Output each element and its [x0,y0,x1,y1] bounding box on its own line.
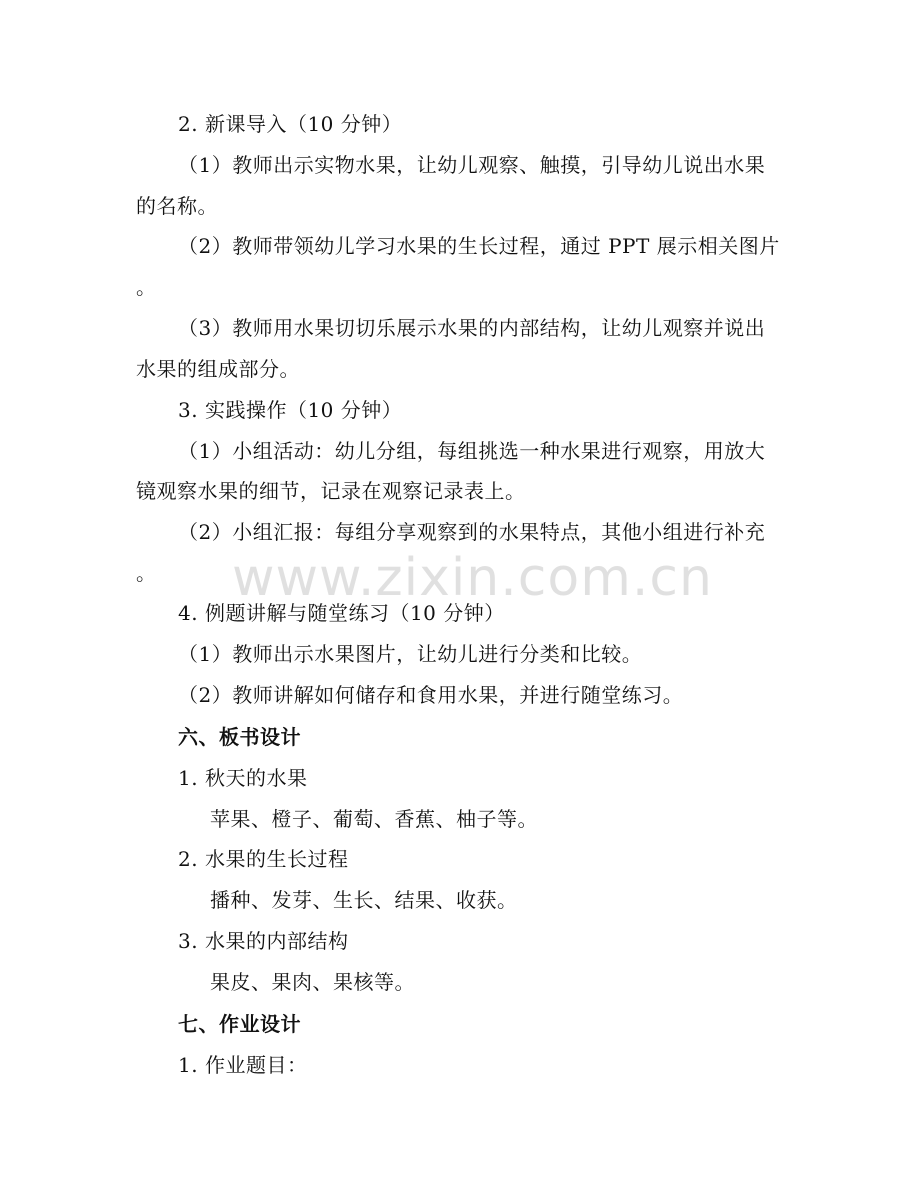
board-item-detail: 播种、发芽、生长、结果、收获。 [210,888,518,912]
section-heading-new-lesson: 2. 新课导入（10 分钟） [178,112,403,136]
board-item-title: 2. 水果的生长过程 [178,847,349,871]
paragraph-line: 的名称。 [136,194,218,218]
homework-item-title: 1. 作业题目： [178,1053,308,1077]
board-item-detail: 果皮、果肉、果核等。 [210,970,415,994]
section-heading-examples: 4. 例题讲解与随堂练习（10 分钟） [178,601,505,625]
paragraph-line: 水果的组成部分。 [136,357,300,381]
heading-board-design: 六、板书设计 [178,725,301,749]
section-heading-practice: 3. 实践操作（10 分钟） [178,398,403,422]
paragraph-line: （1）教师出示实物水果，让幼儿观察、触摸，引导幼儿说出水果 [178,153,766,177]
paragraph-line: （1）教师出示水果图片，让幼儿进行分类和比较。 [178,642,643,666]
paragraph-line: （2）教师带领幼儿学习水果的生长过程，通过 PPT 展示相关图片 [178,234,780,258]
paragraph-line: （1）小组活动：幼儿分组，每组挑选一种水果进行观察，用放大 [178,439,766,463]
board-item-detail: 苹果、橙子、葡萄、香蕉、柚子等。 [210,807,538,831]
board-item-title: 1. 秋天的水果 [178,766,308,790]
paragraph-line: （3）教师用水果切切乐展示水果的内部结构，让幼儿观察并说出 [178,316,766,340]
board-item-title: 3. 水果的内部结构 [178,929,349,953]
paragraph-line: 镜观察水果的细节，记录在观察记录表上。 [136,479,526,503]
paragraph-line: 。 [136,275,157,299]
paragraph-line: （2）小组汇报：每组分享观察到的水果特点，其他小组进行补充 [178,520,766,544]
paragraph-line: （2）教师讲解如何储存和食用水果，并进行随堂练习。 [178,683,684,707]
watermark-text: www.zixin.com.cn [232,548,713,608]
paragraph-line: 。 [136,561,157,585]
heading-homework-design: 七、作业设计 [178,1012,301,1036]
